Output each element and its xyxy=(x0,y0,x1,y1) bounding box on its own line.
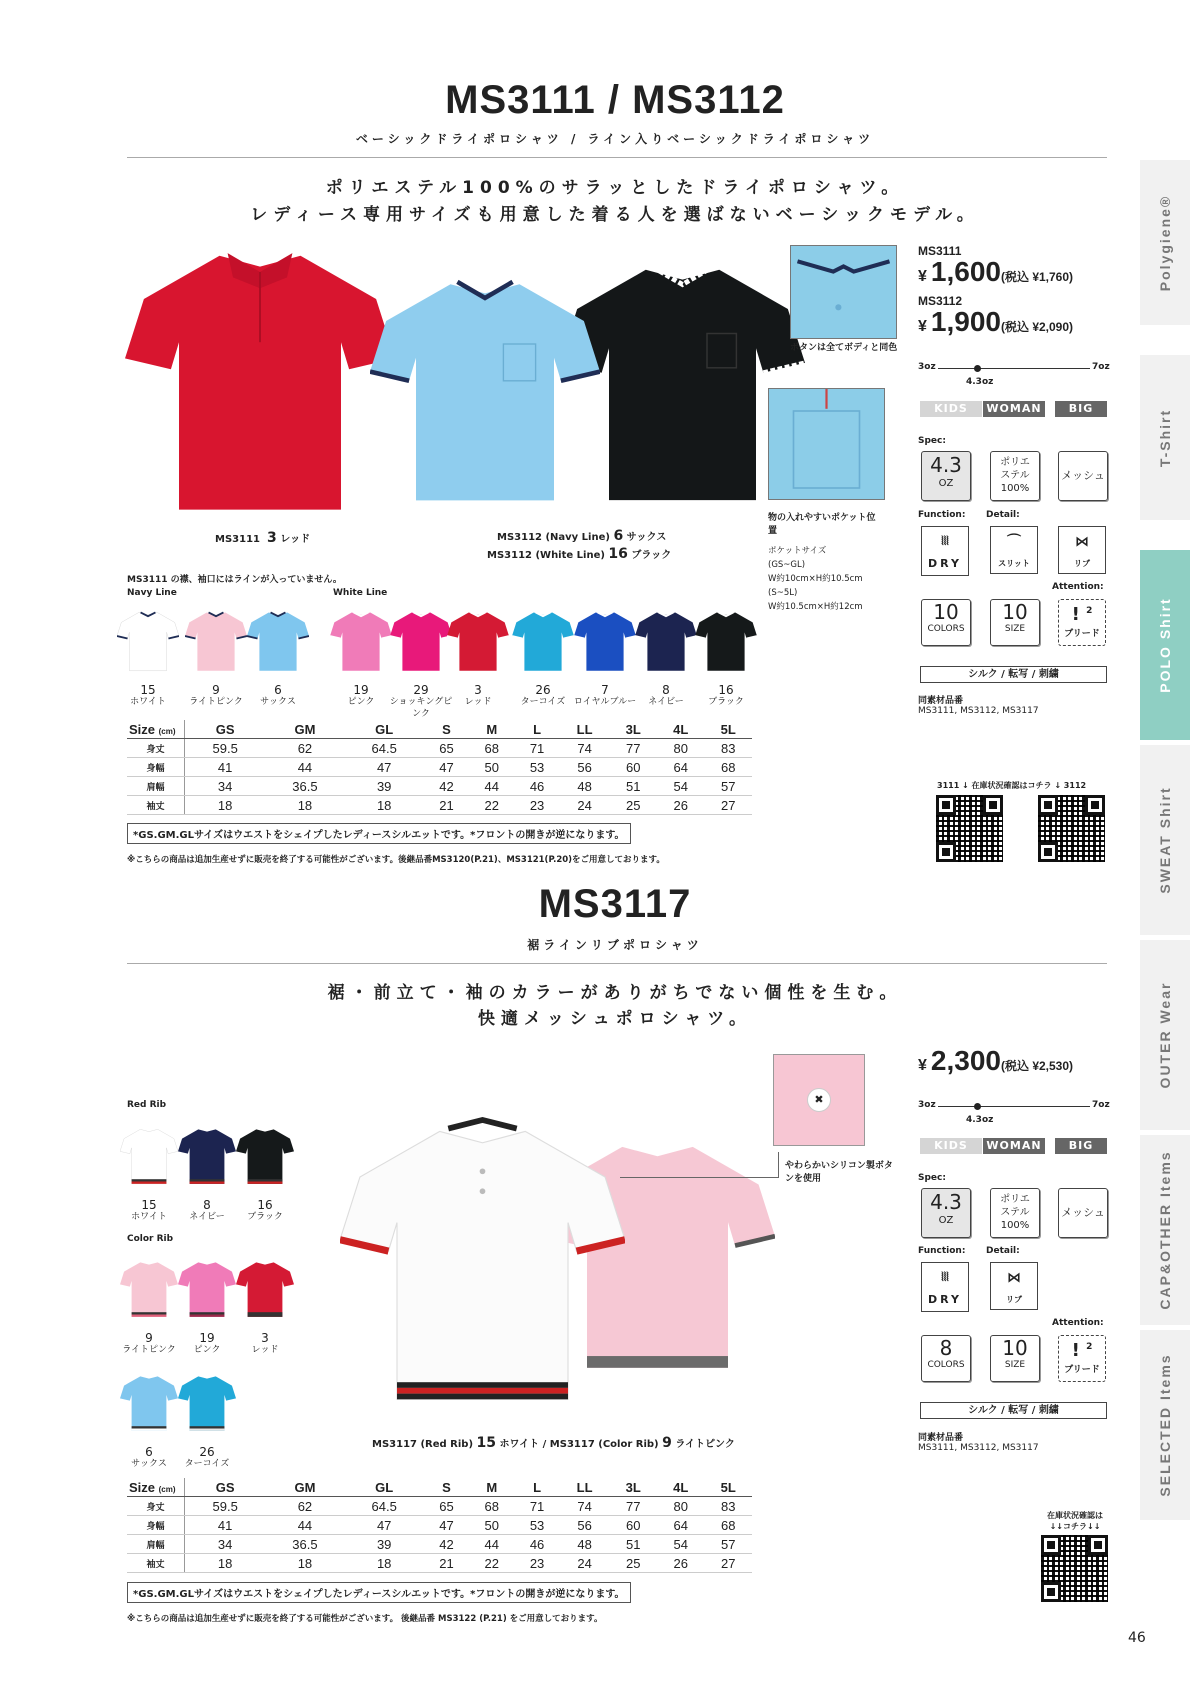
size-cell: 60 xyxy=(609,758,657,777)
qr-caption-1: 在庫状況確認は xyxy=(1047,1511,1103,1520)
ladies-size-note: *GS.GM.GLサイズはウエストをシェイプしたレディースシルエットです。*フロントの開きが逆になります。 xyxy=(127,1582,631,1603)
table-row xyxy=(127,739,752,758)
dry-function-icon: ⦚⦚⦚ DRY xyxy=(921,526,969,576)
slit-detail-icon: ⌒ スリット xyxy=(990,526,1038,574)
spec-material-box: ポリエ ステル 100% xyxy=(990,1188,1040,1238)
size-head: Size (cm) xyxy=(127,720,185,739)
price-code-ms3111: MS3111 xyxy=(918,244,962,258)
size-cell: 21 xyxy=(424,796,469,815)
divider xyxy=(127,963,1107,964)
size-cell: 22 xyxy=(469,1554,514,1573)
row-label: 身丈 xyxy=(127,739,185,758)
main-caption-ms3117: MS3117 (Red Rib) 15 ホワイト / MS3117 (Color Rib) 9 ライトピンク xyxy=(372,1435,735,1451)
size-cell: 36.5 xyxy=(265,1535,344,1554)
swatch-shirt xyxy=(695,600,757,682)
size-cell: 50 xyxy=(469,1516,514,1535)
swatch-shirt xyxy=(117,600,179,682)
size-cell: 56 xyxy=(560,758,610,777)
detail-caption-button: ボタンは全てボディと同色 xyxy=(790,343,898,353)
swatch-caption xyxy=(508,684,578,708)
size-cell: 62 xyxy=(265,1497,344,1516)
swatch-number: 26 xyxy=(199,1445,215,1459)
size-cell: 46 xyxy=(514,1535,559,1554)
size-cell: 44 xyxy=(469,777,514,796)
swatch-shirt xyxy=(120,1115,178,1197)
swatch-color-name: ピンク xyxy=(193,1345,221,1355)
size-cell: 42 xyxy=(424,777,469,796)
swatch-number: 26 xyxy=(535,683,551,697)
size-cell: 68 xyxy=(469,1497,514,1516)
size-cell: 74 xyxy=(560,1497,610,1516)
price-ms3112: ¥ 1,900(税込 ¥2,090) xyxy=(918,306,1074,337)
swatch-caption xyxy=(230,1332,300,1356)
chip-big: BIG xyxy=(1055,1138,1107,1154)
catch-copy-1: ポリエステル100%のサラッとしたドライポロシャツ。 xyxy=(325,178,905,198)
chip-kids: KIDS xyxy=(920,401,982,417)
size-cell: 64.5 xyxy=(345,1497,424,1516)
size-cell: 65 xyxy=(424,739,469,758)
size-cell: 44 xyxy=(469,1535,514,1554)
navy-line-label: Navy Line xyxy=(127,588,177,598)
spec-label: Spec: xyxy=(918,436,946,446)
spec-mesh-box: メッシュ xyxy=(1058,451,1108,501)
price-ms3111: ¥ 1,600(税込 ¥1,760) xyxy=(918,256,1074,287)
size-cell: 23 xyxy=(514,796,559,815)
detail-image-collar xyxy=(790,245,897,339)
rib-detail-icon: ⋈ リブ xyxy=(990,1262,1038,1310)
leader-line xyxy=(778,1152,779,1178)
size-cell: 48 xyxy=(560,777,610,796)
table-row xyxy=(127,1554,752,1573)
chip-big: BIG xyxy=(1055,401,1107,417)
swatch-color-name: ロイヤルブルー xyxy=(573,697,637,707)
size-cell: 39 xyxy=(345,1535,424,1554)
swatch-caption xyxy=(172,1446,242,1470)
swatch-number: 3 xyxy=(261,1331,269,1345)
table-row xyxy=(127,796,752,815)
swatch-number: 6 xyxy=(274,683,282,697)
size-cell: 42 xyxy=(424,1535,469,1554)
size-cell: 62 xyxy=(265,739,344,758)
main-shirt-red xyxy=(125,240,395,520)
swatch-shirt xyxy=(178,1362,236,1444)
swatch-caption xyxy=(230,1199,300,1223)
row-label: 袖丈 xyxy=(127,1554,185,1573)
print-methods: シルク / 転写 / 刺繍 xyxy=(920,1402,1107,1419)
swatch-number: 15 xyxy=(140,683,156,697)
size-head: Size (cm) xyxy=(127,1478,185,1497)
leader-line xyxy=(620,1177,778,1178)
swatch-color-name: ターコイズ xyxy=(520,697,566,707)
swatch-shirt xyxy=(330,600,392,682)
pocket-size-info: ポケットサイズ (GS~GL) W約10cm×H約10.5cm (S~5L) W約10.5cm×H約12cm xyxy=(768,546,863,612)
chip-woman: WOMAN xyxy=(983,401,1045,417)
spec-material-box: ポリエ ステル 100% xyxy=(990,451,1040,501)
table-row xyxy=(127,777,752,796)
size-cell: 22 xyxy=(469,796,514,815)
qr-caption: 3111 ↓ 在庫状況確認はコチラ ↓ 3112 xyxy=(937,781,1087,790)
main-shirt-sax xyxy=(370,250,600,530)
table-row xyxy=(127,1497,752,1516)
row-label: 肩幅 xyxy=(127,777,185,796)
detail-image-pocket xyxy=(768,388,885,500)
size-cell: 56 xyxy=(560,1516,610,1535)
tab-polygiene[interactable]: Polygiene® xyxy=(1140,160,1190,325)
price-ms3117: ¥ 2,300(税込 ¥2,530) xyxy=(918,1045,1074,1076)
swatch-caption xyxy=(443,684,513,708)
size-cell: 18 xyxy=(185,796,266,815)
oz-min: 3oz xyxy=(918,362,936,372)
product-title-ms3117: MS3117 xyxy=(538,882,692,926)
swatch-shirt xyxy=(236,1248,294,1330)
chip-woman: WOMAN xyxy=(983,1138,1045,1154)
size-cell: 54 xyxy=(657,1535,705,1554)
size-cell: 47 xyxy=(424,1516,469,1535)
detail-image-silicon-button: ✖ xyxy=(773,1054,865,1146)
swatch-color-name: ライトピンク xyxy=(122,1345,176,1355)
size-cell: 48 xyxy=(560,1535,610,1554)
rib-detail-icon: ⋈ リブ xyxy=(1058,526,1106,574)
spec-mesh-box: メッシュ xyxy=(1058,1188,1108,1238)
size-cell: 64.5 xyxy=(345,739,424,758)
size-cell: 53 xyxy=(514,1516,559,1535)
swatch-shirt xyxy=(574,600,636,682)
tab-outer-wear[interactable]: OUTER Wear xyxy=(1140,940,1190,1130)
size-cell: 36.5 xyxy=(265,777,344,796)
function-label: Function: xyxy=(918,510,966,520)
size-cell: 80 xyxy=(657,1497,705,1516)
size-cell: 27 xyxy=(704,1554,752,1573)
size-cell: 74 xyxy=(560,739,610,758)
row-label: 身丈 xyxy=(127,1497,185,1516)
main-caption-ms3112-navy: MS3112 (Navy Line) 6 サックス xyxy=(497,528,667,544)
swatch-number: 9 xyxy=(145,1331,153,1345)
same-material-codes: MS3111, MS3112, MS3117 xyxy=(918,706,1039,716)
size-cell: 25 xyxy=(609,1554,657,1573)
swatch-number: 7 xyxy=(601,683,609,697)
size-cell: 59.5 xyxy=(185,739,266,758)
size-cell: 47 xyxy=(424,758,469,777)
qr-code-3117[interactable] xyxy=(1041,1535,1108,1602)
swatch-color-name: ターコイズ xyxy=(184,1459,230,1469)
size-cell: 21 xyxy=(424,1554,469,1573)
discontinue-footnote: ※こちらの商品は追加生産せずに販売を終了する可能性がございます。後継品番MS3120(P.21)、MS3121(P.20)をご用意しております。 xyxy=(127,855,665,865)
colors-count-box: 8 COLORS xyxy=(921,1335,971,1382)
qr-caption-2: ↓↓コチラ↓↓ xyxy=(1049,1522,1101,1531)
chip-kids: KIDS xyxy=(920,1138,982,1154)
size-table-ms3117: Size (cm) GS GM GL S M L LL 3L 4L 5L 身丈 59.5 62 64.5 65 68 71 74 77 80 83 身幅 41 44 47 47 50 53 56 60 64 68 肩幅 34 36.5 39 42 44 46 48 51 54 57 袖丈 18 18 18 21 22 23 24 25 26 27 xyxy=(127,1478,752,1573)
tab-selected-items[interactable]: SELECTED Items xyxy=(1140,1330,1190,1520)
note-ms3111-no-line: MS3111 の襟、袖口にはラインが入っていません。 xyxy=(127,575,342,585)
size-cell: 77 xyxy=(609,739,657,758)
dry-function-icon: ⦚⦚⦚ DRY xyxy=(921,1262,969,1312)
size-cell: 50 xyxy=(469,758,514,777)
swatch-caption xyxy=(113,684,183,708)
size-cell: 68 xyxy=(704,1516,752,1535)
size-cell: 34 xyxy=(185,1535,266,1554)
swatch-shirt xyxy=(178,1115,236,1197)
swatch-number: 19 xyxy=(353,683,369,697)
swatch-color-name: ネイビー xyxy=(189,1212,225,1222)
oz-max: 7oz xyxy=(1092,1100,1110,1110)
oz-value: 4.3oz xyxy=(966,377,994,387)
swatch-number: 15 xyxy=(141,1198,157,1212)
swatch-caption xyxy=(181,684,251,708)
size-cell: 64 xyxy=(657,1516,705,1535)
size-cell: 24 xyxy=(560,796,610,815)
swatch-shirt xyxy=(120,1248,178,1330)
white-line-label: White Line xyxy=(333,588,388,598)
same-material-codes: MS3111, MS3112, MS3117 xyxy=(918,1443,1039,1453)
red-rib-label: Red Rib xyxy=(127,1100,167,1110)
size-cell: 25 xyxy=(609,796,657,815)
swatch-color-name: サックス xyxy=(260,697,296,707)
size-cell: 53 xyxy=(514,758,559,777)
swatch-color-name: ショッキングピンク xyxy=(389,697,453,719)
size-cell: 51 xyxy=(609,1535,657,1554)
divider xyxy=(127,157,1107,158)
swatch-number: 29 xyxy=(413,683,429,697)
size-cell: 65 xyxy=(424,1497,469,1516)
attention-label: Attention: xyxy=(1052,582,1104,592)
swatch-shirt xyxy=(635,600,697,682)
size-cell: 44 xyxy=(265,758,344,777)
product-title-ms3111: MS3111 / MS3112 xyxy=(445,78,785,122)
ladies-size-note: *GS.GM.GLサイズはウエストをシェイプしたレディースシルエットです。*フロントの開きが逆になります。 xyxy=(127,823,631,844)
catch-copy-2: 快適メッシュポロシャツ。 xyxy=(477,1009,753,1029)
swatch-shirt xyxy=(247,600,309,682)
swatch-color-name: ピンク xyxy=(347,697,375,707)
size-cell: 39 xyxy=(345,777,424,796)
tab-sweat-shirt[interactable]: SWEAT Shirt xyxy=(1140,745,1190,935)
size-cell: 26 xyxy=(657,1554,705,1573)
swatch-number: 8 xyxy=(203,1198,211,1212)
size-cell: 80 xyxy=(657,739,705,758)
swatch-shirt xyxy=(236,1115,294,1197)
detail-caption-silicon: やわらかいシリコン製ボタンを使用 xyxy=(785,1161,893,1184)
oz-min: 3oz xyxy=(918,1100,936,1110)
catch-copy-1: 裾・前立て・袖のカラーがありがちでない個性を生む。 xyxy=(327,983,903,1003)
qr-code-3112[interactable] xyxy=(1038,795,1105,862)
function-label: Function: xyxy=(918,1246,966,1256)
swatch-shirt xyxy=(447,600,509,682)
swatch-number: 9 xyxy=(212,683,220,697)
size-cell: 18 xyxy=(345,796,424,815)
bleed-attention-icon: ! $^2$ ブリード xyxy=(1058,599,1106,646)
size-cell: 41 xyxy=(185,1516,266,1535)
attention-label: Attention: xyxy=(1052,1318,1104,1328)
swatch-shirt xyxy=(120,1362,178,1444)
swatch-number: 8 xyxy=(662,683,670,697)
swatch-color-name: ブラック xyxy=(247,1212,283,1222)
table-row xyxy=(127,1535,752,1554)
product-subtitle: ベーシックドライポロシャツ / ライン入りベーシックドライポロシャツ xyxy=(355,132,875,146)
spec-label: Spec: xyxy=(918,1173,946,1183)
swatch-color-name: ホワイト xyxy=(131,1212,167,1222)
swatch-color-name: ネイビー xyxy=(648,697,684,707)
size-cell: 71 xyxy=(514,1497,559,1516)
size-count-box: 10 SIZE xyxy=(990,1335,1040,1382)
size-cell: 83 xyxy=(704,739,752,758)
row-label: 身幅 xyxy=(127,1516,185,1535)
size-cell: 71 xyxy=(514,739,559,758)
swatch-number: 19 xyxy=(199,1331,215,1345)
tab-cap-other-items[interactable]: CAP&OTHER Items xyxy=(1140,1135,1190,1325)
same-material-label: 同素材品番 xyxy=(918,1433,964,1443)
size-cell: 77 xyxy=(609,1497,657,1516)
size-cell: 51 xyxy=(609,777,657,796)
same-material-label: 同素材品番 xyxy=(918,696,964,706)
size-cell: 27 xyxy=(704,796,752,815)
swatch-number: 3 xyxy=(474,683,482,697)
product-subtitle-ms3117: 裾ラインリブポロシャツ xyxy=(527,938,703,952)
detail-label: Detail: xyxy=(986,1246,1020,1256)
row-label: 身幅 xyxy=(127,758,185,777)
bleed-attention-icon: ! $^2$ ブリード xyxy=(1058,1335,1106,1382)
row-label: 肩幅 xyxy=(127,1535,185,1554)
main-shirt-white xyxy=(340,1100,625,1425)
size-cell: 57 xyxy=(704,1535,752,1554)
size-cell: 24 xyxy=(560,1554,610,1573)
tab-t-shirt[interactable]: T-Shirt xyxy=(1140,355,1190,520)
weight-scale xyxy=(938,368,1090,369)
size-cell: 18 xyxy=(345,1554,424,1573)
print-methods: シルク / 転写 / 刺繍 xyxy=(920,666,1107,683)
swatch-color-name: サックス xyxy=(131,1459,167,1469)
size-cell: 59.5 xyxy=(185,1497,266,1516)
swatch-color-name: レッド xyxy=(251,1345,279,1355)
swatch-caption xyxy=(570,684,640,708)
size-cell: 44 xyxy=(265,1516,344,1535)
swatch-color-name: ライトピンク xyxy=(189,697,243,707)
size-cell: 34 xyxy=(185,777,266,796)
swatch-caption xyxy=(691,684,761,708)
size-cell: 18 xyxy=(265,1554,344,1573)
swatch-shirt xyxy=(512,600,574,682)
size-cell: 68 xyxy=(704,758,752,777)
main-caption-ms3111: MS3111 3 レッド xyxy=(215,530,311,546)
swatch-color-name: レッド xyxy=(464,697,492,707)
main-caption-ms3112-white: MS3112 (White Line) 16 ブラック xyxy=(487,546,672,562)
swatch-number: 16 xyxy=(257,1198,273,1212)
swatch-shirt xyxy=(185,600,247,682)
size-cell: 54 xyxy=(657,777,705,796)
price-code-ms3112: MS3112 xyxy=(918,294,963,308)
row-label: 袖丈 xyxy=(127,796,185,815)
size-table-ms3111: Size (cm) GS GM GL S M L LL 3L 4L 5L 身丈 59.5 62 64.5 65 68 71 74 77 80 83 身幅 41 44 47 47 50 53 56 60 64 68 肩幅 34 36.5 39 42 44 46 48 51 54 57 袖丈 18 18 18 21 22 23 24 25 26 27 xyxy=(127,720,752,815)
table-row xyxy=(127,1516,752,1535)
detail-caption-pocket-title: 物の入れやすいポケット位置 xyxy=(768,513,876,536)
size-cell: 18 xyxy=(265,796,344,815)
page-number: 46 xyxy=(1128,1630,1146,1646)
weight-marker xyxy=(974,1103,981,1110)
size-cell: 68 xyxy=(469,739,514,758)
qr-code-3111[interactable] xyxy=(936,795,1003,862)
swatch-shirt xyxy=(390,600,452,682)
size-cell: 83 xyxy=(704,1497,752,1516)
catch-copy-2: レディース専用サイズも用意した着る人を選ばないベーシックモデル。 xyxy=(250,205,980,225)
size-cell: 57 xyxy=(704,777,752,796)
oz-max: 7oz xyxy=(1092,362,1110,372)
swatch-caption xyxy=(243,684,313,708)
weight-scale xyxy=(938,1106,1090,1107)
size-cell: 60 xyxy=(609,1516,657,1535)
color-rib-label: Color Rib xyxy=(127,1234,174,1244)
tab-polo-shirt[interactable]: POLO Shirt xyxy=(1140,550,1190,740)
swatch-color-name: ホワイト xyxy=(130,697,166,707)
swatch-shirt xyxy=(178,1248,236,1330)
oz-value: 4.3oz xyxy=(966,1115,994,1125)
weight-marker xyxy=(974,365,981,372)
size-count-box: 10 SIZE xyxy=(990,599,1040,646)
size-cell: 46 xyxy=(514,777,559,796)
size-cell: 26 xyxy=(657,796,705,815)
size-cell: 64 xyxy=(657,758,705,777)
swatch-number: 16 xyxy=(718,683,734,697)
size-cell: 41 xyxy=(185,758,266,777)
swatch-number: 6 xyxy=(145,1445,153,1459)
table-row xyxy=(127,758,752,777)
size-cell: 47 xyxy=(345,758,424,777)
size-cell: 18 xyxy=(185,1554,266,1573)
swatch-color-name: ブラック xyxy=(708,697,744,707)
discontinue-footnote: ※こちらの商品は追加生産せずに販売を終了する可能性がございます。 後継品番 MS3122 (P.21) をご用意しております。 xyxy=(127,1614,603,1624)
colors-count-box: 10 COLORS xyxy=(921,599,971,646)
size-cell: 23 xyxy=(514,1554,559,1573)
spec-weight-box: 4.3 OZ xyxy=(921,1188,971,1238)
size-cell: 47 xyxy=(345,1516,424,1535)
detail-label: Detail: xyxy=(986,510,1020,520)
spec-weight-box: 4.3 OZ xyxy=(921,451,971,501)
